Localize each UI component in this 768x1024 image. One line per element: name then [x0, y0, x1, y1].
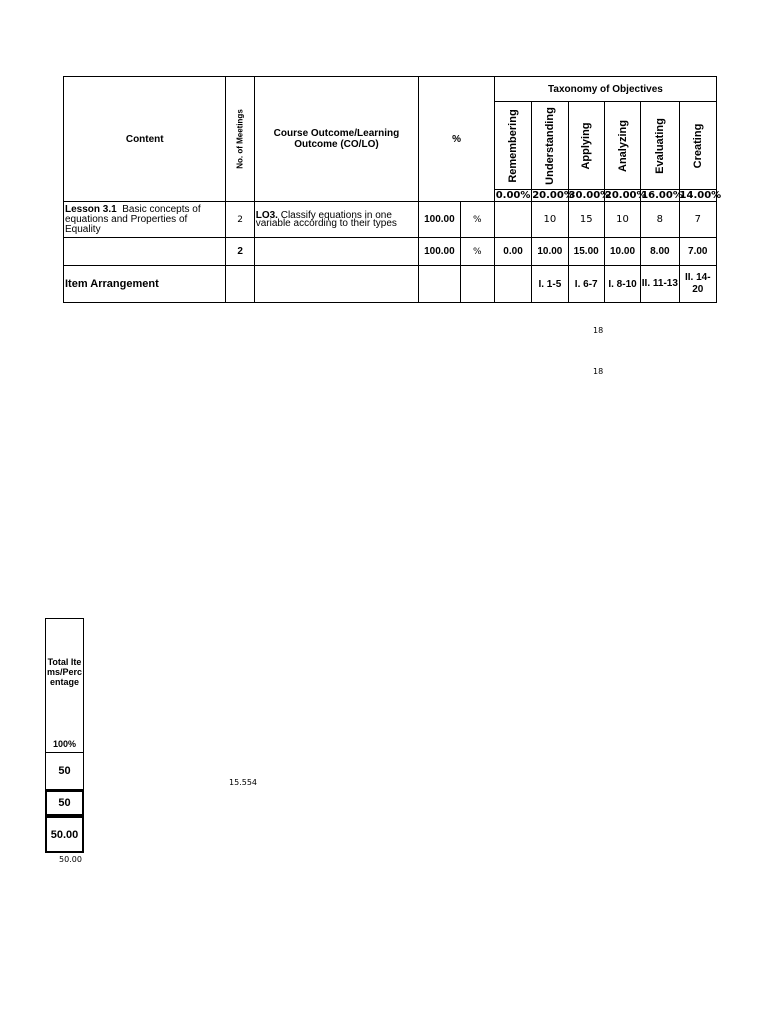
- note-50-00: 50.00: [59, 855, 82, 864]
- header-meetings: No. of Meetings: [226, 77, 254, 202]
- total-items-box: [45, 618, 84, 753]
- level-percent: 20.00%: [604, 190, 647, 201]
- header-percent: %: [419, 77, 495, 202]
- header-level-analyzing: Analyzing: [604, 102, 640, 190]
- total-items-value: 50.00: [45, 816, 84, 853]
- total-items-header: Total Items/Percentage: [46, 657, 83, 687]
- lesson-meetings: 2: [226, 202, 254, 238]
- header-level-understanding: Understanding: [532, 102, 568, 190]
- total-value: 10.00: [532, 238, 568, 266]
- level-percent: 0.00%: [495, 190, 531, 201]
- total-empty: [64, 238, 226, 266]
- lesson-percent: 100.00: [419, 202, 460, 238]
- arrangement-value: II. 11-13: [641, 266, 679, 303]
- header-level-creating: Creating: [679, 102, 716, 190]
- arrangement-empty: [254, 266, 418, 303]
- total-value: 10.00: [604, 238, 640, 266]
- header-level-applying: Applying: [568, 102, 604, 190]
- note-18: 18: [593, 326, 604, 335]
- lesson-text: Basic concepts of equations and Properties of Equality: [65, 203, 201, 235]
- level-percent: 30.00%: [568, 190, 611, 201]
- level-percent: 14.00%: [679, 190, 722, 201]
- total-items-value: 50: [45, 752, 84, 790]
- arrangement-value: I. 1-5: [532, 266, 568, 303]
- table-of-specifications: [63, 76, 722, 303]
- note-15-554: 15.554: [229, 778, 257, 787]
- header-taxonomy: Taxonomy of Objectives: [494, 77, 716, 102]
- arrangement-empty: [226, 266, 254, 303]
- level-percent: 20.00%: [532, 190, 574, 201]
- lesson-value: 15: [568, 202, 604, 238]
- lesson-row: [64, 202, 717, 238]
- lesson-value: 8: [641, 202, 679, 238]
- total-percent: 100.00: [419, 238, 460, 266]
- lo-text: Classify equations in one variable according to their types: [255, 209, 397, 229]
- lesson-value: 10: [604, 202, 640, 238]
- total-row: [64, 238, 717, 266]
- level-percent: 16.00%: [641, 190, 683, 201]
- header-content: Content: [64, 77, 226, 202]
- arrangement-label: Item Arrangement: [64, 266, 226, 303]
- lo-label: LO3.: [255, 209, 278, 221]
- lesson-percent-sign: %: [460, 202, 494, 238]
- total-percent-sign: %: [460, 238, 494, 266]
- arrangement-value: [494, 266, 531, 303]
- lesson-value: 10: [532, 202, 568, 238]
- arrangement-empty: [419, 266, 460, 303]
- header-level-remembering: Remembering: [494, 102, 531, 190]
- note-18: 18: [593, 367, 604, 376]
- total-items-percent: 100%: [52, 739, 77, 749]
- total-value: 8.00: [641, 238, 679, 266]
- arrangement-empty: [460, 266, 494, 303]
- lesson-value: [494, 202, 531, 238]
- lesson-label: Lesson 3.1: [65, 203, 117, 215]
- lesson-cell: [64, 202, 226, 238]
- total-meetings: 2: [226, 238, 254, 266]
- arrangement-value: II. 14-20: [679, 266, 716, 303]
- header-level-evaluating: Evaluating: [641, 102, 679, 190]
- total-value: 0.00: [494, 238, 531, 266]
- total-empty: [254, 238, 418, 266]
- total-items-value: 50: [45, 790, 84, 816]
- header-outcome: Course Outcome/Learning Outcome (CO/LO): [254, 77, 418, 202]
- arrangement-value: I. 8-10: [604, 266, 640, 303]
- lesson-value: 7: [679, 202, 716, 238]
- lo-cell: [254, 202, 418, 238]
- arrangement-value: I. 6-7: [568, 266, 604, 303]
- total-value: 15.00: [568, 238, 604, 266]
- total-value: 7.00: [679, 238, 716, 266]
- arrangement-row: [64, 266, 717, 303]
